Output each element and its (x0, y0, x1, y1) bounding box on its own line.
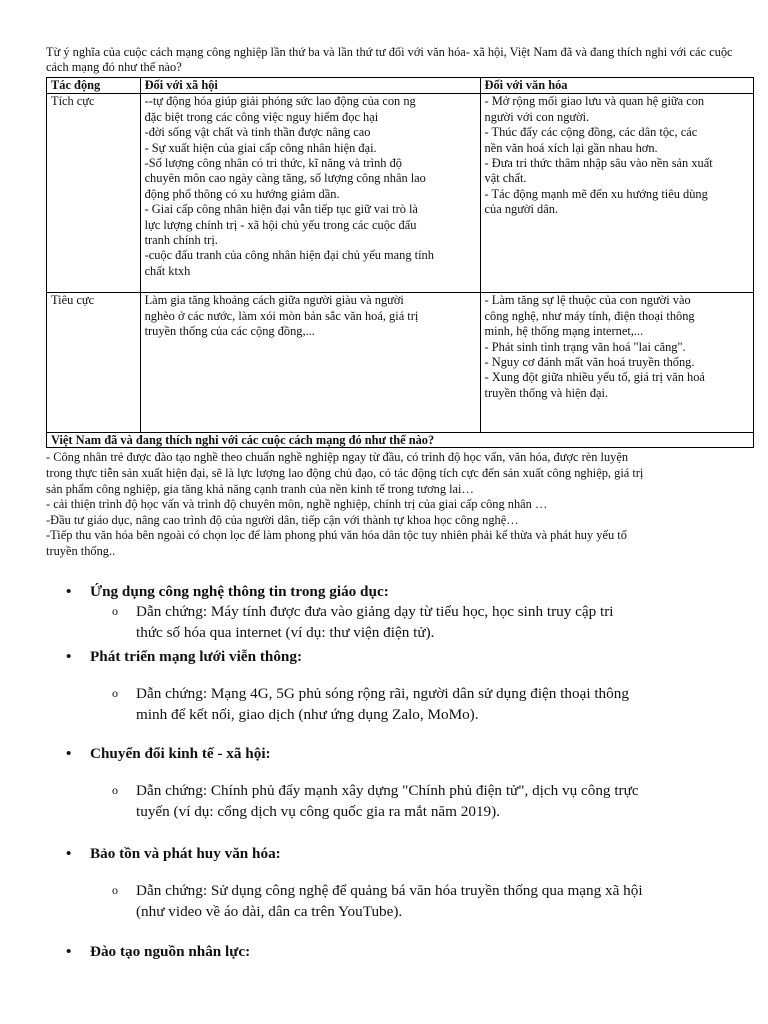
text-line: của người dân. (484, 202, 559, 217)
table-row-positive (47, 94, 754, 293)
adaptation-notes (46, 450, 754, 559)
section-economy (66, 745, 726, 822)
section-workforce (66, 943, 726, 961)
section-evidence (66, 683, 726, 725)
section-evidence (66, 601, 726, 643)
label-positive: Tích cực (47, 94, 141, 293)
circle-bullet-icon: o (112, 686, 118, 700)
text-line: chất ktxh (144, 263, 191, 278)
text-line: nghèo ở các nước, làm xói mòn bản sắc văn hoá, giá trị (144, 308, 419, 323)
section-title: • Phát triển mạng lưới viễn thông: (66, 648, 726, 666)
text-line: - cải thiện trình độ học vấn và trình độ chuyên môn, nghề nghiệp, chính trị của giai cấp công nhân … (46, 497, 548, 512)
table-row-negative (47, 293, 754, 433)
evidence-line: Dẫn chứng: Chính phủ đẩy mạnh xây dựng "Chính phủ điện tử", dịch vụ công trực (136, 782, 639, 799)
positive-culture-cell (480, 94, 753, 293)
section-title: • Ứng dụng công nghệ thông tin trong giáo dục: (66, 583, 726, 601)
circle-bullet-icon: o (112, 604, 118, 618)
section-education (66, 583, 726, 643)
evidence-line: minh để kết nối, giao dịch (như ứng dụng Zalo, MoMo). (136, 706, 479, 723)
text-line: - Thúc đẩy các cộng đồng, các dân tộc, các (484, 125, 698, 140)
section-title: • Đào tạo nguồn nhân lực: (66, 943, 726, 961)
text-line: - Đưa tri thức thâm nhập sâu vào nền sản xuất (484, 156, 713, 171)
section-evidence (66, 880, 726, 922)
text-line: vật chất. (484, 171, 527, 186)
evidence-line: Dẫn chứng: Mạng 4G, 5G phủ sóng rộng rãi, người dân sử dụng điện thoại thông (136, 685, 629, 702)
text-line: động phổ thông có xu hướng giảm dần. (144, 186, 340, 201)
document-page (46, 45, 754, 560)
text-line: - Nguy cơ đánh mất văn hoá truyền thống. (484, 355, 695, 370)
section-evidence (66, 780, 726, 822)
text-line: công nghệ, như máy tính, điện thoại thông (484, 308, 695, 323)
text-line: -đời sống vật chất và tinh thần được nâng cao (144, 125, 371, 140)
evidence-line: (như video về áo dài, dân ca trên YouTube). (136, 903, 403, 920)
text-line: - Sự xuất hiện của giai cấp công nhân hiện đại. (144, 140, 377, 155)
impact-table (46, 77, 754, 448)
table-header-row (47, 78, 754, 94)
text-line: -Số lượng công nhân có tri thức, kĩ năng và trình độ (144, 156, 402, 171)
text-line: tranh chính trị. (144, 233, 218, 248)
text-line: - Giai cấp công nhân hiện đại vẫn tiếp tục giữ vai trò là (144, 202, 418, 217)
text-line: lực lượng chính trị - xã hội chủ yếu trong các cuộc đấu (144, 217, 417, 232)
circle-bullet-icon: o (112, 783, 118, 797)
text-line: truyền thống và hiện đại. (484, 385, 609, 400)
section-telecom (66, 648, 726, 725)
vietnam-question-row (47, 433, 754, 448)
text-line: người với con người. (484, 109, 590, 124)
section-title: • Chuyển đổi kinh tế - xã hội: (66, 745, 726, 763)
evidence-line: thức số hóa qua internet (ví dụ: thư viện điện tử). (136, 624, 435, 641)
negative-culture-cell (480, 293, 753, 433)
text-line: truyền thống của các cộng đồng,... (144, 324, 315, 339)
text-line: - Xung đột giữa nhiều yếu tố, giá trị văn hoá (484, 370, 705, 385)
text-line: --tự động hóa giúp giải phóng sức lao động của con ng (144, 94, 416, 109)
text-line: sản phẩm công nghiệp, gia tăng khả năng cạnh tranh của nền kinh tế trong tương lai… (46, 481, 474, 496)
text-line: trong thực tiễn sản xuất hiện đại, sẽ là lực lượng lao động chủ đạo, có tác động tích cực đến sản xuất công nghiệp, giá trị (46, 466, 644, 480)
positive-social-cell (140, 94, 480, 293)
text-line: - Làm tăng sự lệ thuộc của con người vào (484, 293, 691, 308)
circle-bullet-icon: o (112, 883, 118, 897)
text-line: truyền thống.. (46, 543, 116, 558)
text-line: - Phát sinh tình trạng văn hoá "lai căng". (484, 339, 686, 354)
label-negative: Tiêu cực (47, 293, 141, 433)
section-title: • Bảo tồn và phát huy văn hóa: (66, 845, 726, 863)
text-line: -cuộc đấu tranh của công nhân hiện đại chủ yếu mang tính (144, 248, 434, 263)
text-line: Làm gia tăng khoảng cách giữa người giàu và người (144, 293, 404, 308)
text-line: minh, hệ thống mạng internet,... (484, 324, 644, 339)
header-impact: Tác động (47, 78, 141, 94)
intro-question: Từ ý nghĩa của cuộc cách mạng công nghiệp lần thứ ba và lần thứ tư đối với văn hóa- xã hội, Việt Nam đã và đang thích nghi với các cuộc cách mạng đó như thế nào? (46, 45, 733, 74)
text-line: -Tiếp thu văn hóa bên ngoài có chọn lọc để làm phong phú văn hóa dân tộc tuy nhiên phải kế thừa và phát huy yếu tố (46, 528, 627, 543)
text-line: -Đầu tư giáo dục, nâng cao trình độ của người dân, tiếp cận với thành tự khoa học công nghệ… (46, 512, 519, 527)
text-line: - Công nhân trẻ được đào tạo nghề theo chuẩn nghề nghiệp ngay từ đầu, có trình độ học vấn, văn hóa, được rèn luyện (46, 450, 629, 465)
header-culture: Đối với văn hóa (480, 78, 753, 94)
evidence-line: tuyến (ví dụ: cổng dịch vụ công quốc gia ra mắt năm 2019). (136, 803, 500, 820)
text-line: chuyên môn cao ngày càng tăng, số lượng công nhân lao (144, 171, 426, 186)
text-line: - Mở rộng mối giao lưu và quan hệ giữa con (484, 94, 705, 109)
text-line: đặc biệt trong các công việc nguy hiểm đọc hại (144, 109, 379, 124)
text-line: nền văn hoá xích lại gần nhau hơn. (484, 140, 658, 155)
header-society: Đối với xã hội (140, 78, 480, 94)
section-culture (66, 845, 726, 922)
text-line: - Tác động mạnh mẽ đến xu hướng tiêu dùng (484, 186, 708, 201)
negative-social-cell (140, 293, 480, 433)
evidence-line: Dẫn chứng: Máy tính được đưa vào giảng dạy từ tiểu học, học sinh truy cập tri (136, 603, 614, 620)
vietnam-question: Việt Nam đã và đang thích nghi với các cuộc cách mạng đó như thế nào? (47, 433, 754, 448)
evidence-line: Dẫn chứng: Sử dụng công nghệ để quảng bá văn hóa truyền thống qua mạng xã hội (136, 882, 643, 899)
